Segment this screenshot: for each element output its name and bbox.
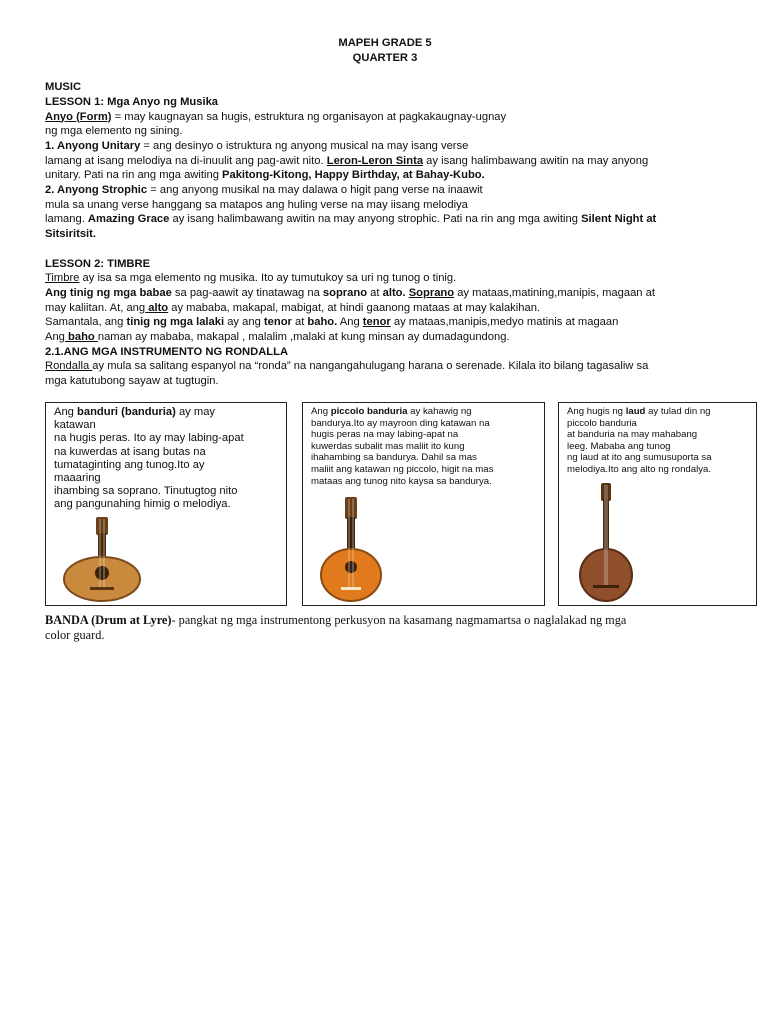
piccolo-banduria-image [311,495,391,605]
doc-subtitle: QUARTER 3 [352,51,418,64]
music-heading: MUSIC [45,81,82,94]
banduria-text-8: ang pangunahing himig o melodiya. [54,498,231,511]
strophic-line-4: Sitsiritsit. [45,228,96,241]
babae-line: Ang tinig ng mga babae sa pag-aawit ay tinatawag na soprano at alto. Soprano ay mataas,matining,manipis, magaan at [45,286,655,299]
banduria-box [45,402,287,606]
doc-title: MAPEH GRADE 5 [338,37,432,49]
anyo-definition: Anyo (Form) = may kaugnayan sa hugis, estruktura ng organisayon at pagkakaugnay-ugnay [45,110,507,123]
banda-paragraph [45,613,735,642]
unitary-line-3: unitary. Pati na rin ang mga awiting Pakitong-Kitong, Happy Birthday, at Bahay-Kubo. [45,169,485,182]
piccolo-text-2: bandurya.Ito ay mayroon ding katawan na [311,417,490,429]
banda-def: - pangkat ng mga instrumentong perkusyon na kasamang nagmamartsa o naglalakad ng mga [171,613,627,627]
banduria-text-2: katawan [54,419,96,432]
banduria-image [60,515,142,603]
banduria-text-3: na hugis peras. Ito ay may labing-apat [54,432,244,445]
banduria-text-4: na kuwerdas at isang butas na [54,445,206,458]
alto-line: may kaliitan. At, ang alto ay mababa, makapal, mabigat, at hindi gaanong mataas at may kalakihan. [45,301,541,314]
banduria-text-7: ihambing sa soprano. Tinutugtog nito [54,485,238,498]
piccolo-text-5: ihahambing sa bandurya. Dahil sa mas [311,452,477,464]
laud-image [575,481,637,603]
banda-term: BANDA (Drum at Lyre) [45,613,172,627]
timbre-definition: Timbre ay isa sa mga elemento ng musika. Ito ay tumutukoy sa uri ng tunog o tinig. [45,272,457,285]
piccolo-text-7: mataas ang tunog nito kaysa sa bandurya. [311,475,492,487]
baho-line: Ang baho naman ay mababa, makapal , malalim ,malaki at kung minsan ay dumadagundong. [45,331,510,344]
laud-text-4: leeg. Mababa ang tunog [567,440,671,452]
unitary-definition: 1. Anyong Unitary = ang desinyo o istruktura ng anyong musical na may isang verse [45,139,469,152]
laud-text-5: ng laud at ito ang sumusuporta sa [567,452,712,464]
strophic-line-3: lamang. Amazing Grace ay isang halimbawang awitin na may anyong strophic. Pati na rin ang mga awiting Silent Night at [45,213,657,226]
lesson1-title: LESSON 1: Mga Anyo ng Musika [45,95,219,108]
piccolo-box [302,402,545,606]
unitary-line-2: lamang at isang melodiya na di-inuulit ang pag-awit nito. Leron-Leron Sinta ay isang halimbawang awitin na may anyong [45,154,649,167]
rondalla-definition: Rondalla ay mula sa salitang espanyol na “ronda” na nangangahulugang harana o serenade. Kilala ito bilang tagasaliw sa [45,360,649,373]
strophic-line-2: mula sa unang verse hanggang sa matapos ang huling verse na may iisang melodiya [45,198,468,211]
piccolo-text-4: kuwerdas subalit mas maliit ito kung [311,440,465,452]
laud-box [558,402,757,606]
piccolo-text-1: Ang piccolo banduria ay kahawig ng [311,406,472,417]
laud-text-6: melodiya.Ito ang alto ng rondalya. [567,463,711,475]
lalaki-line: Samantala, ang tinig ng mga lalaki ay ang tenor at baho. Ang tenor ay mataas,manipis,medyo matinis at magaan [45,316,619,329]
rondalla-heading: 2.1.ANG MGA INSTRUMENTO NG RONDALLA [45,345,289,358]
banduria-text-6: maaaring [54,472,101,485]
lesson2-title: LESSON 2: TIMBRE [45,257,151,270]
laud-text-3: at banduria na may mahabang [567,429,698,441]
banduria-text-1: Ang banduri (banduria) ay may [54,406,216,418]
laud-text-1: Ang hugis ng laud ay tulad din ng [567,406,711,417]
laud-text-2: piccolo banduria [567,417,637,429]
piccolo-text-6: maliit ang katawan ng piccolo, higit na mas [311,463,494,475]
rondalla-line-2: mga katutubong sayaw at tugtugin. [45,375,219,388]
banda-def-cont: color guard. [45,627,105,642]
document-page [45,36,725,389]
banduria-text-5: tumataginting ang tunog.Ito ay [54,458,205,471]
anyo-definition-cont: ng mga elemento ng sining. [45,125,183,138]
strophic-definition: 2. Anyong Strophic = ang anyong musikal na may dalawa o higit pang verse na inaawit [45,184,483,197]
instrument-boxes [45,402,757,607]
piccolo-text-3: hugis peras na may labing-apat na [311,429,459,441]
